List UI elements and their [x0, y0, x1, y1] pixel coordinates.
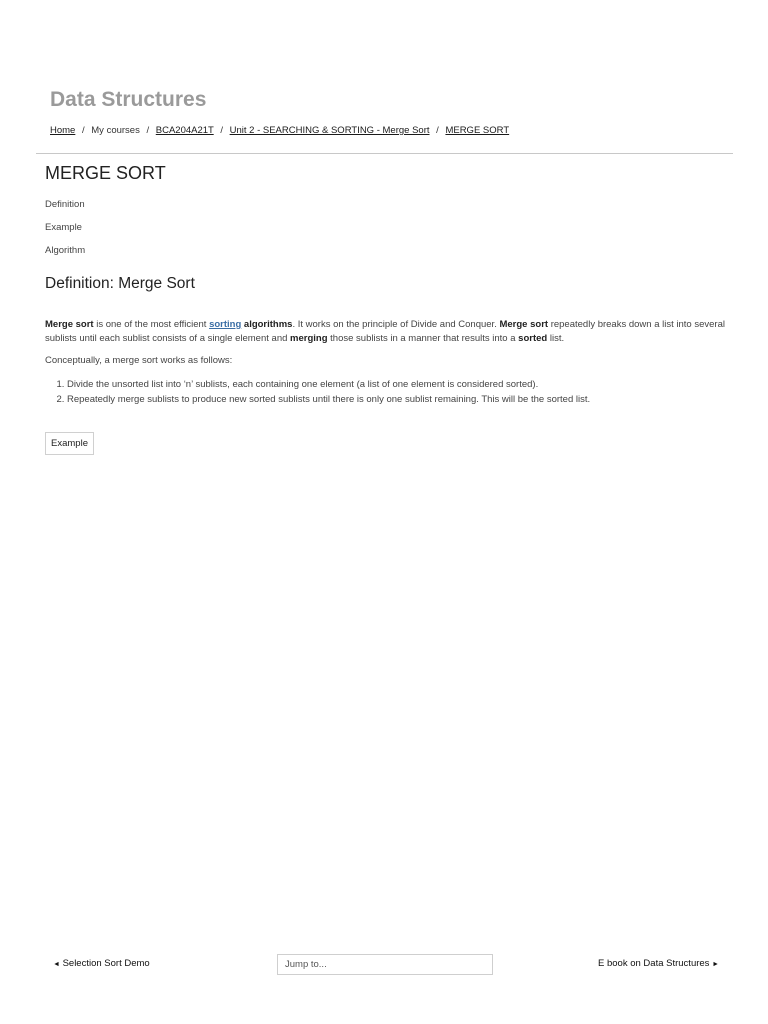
breadcrumb-my-courses: My courses — [91, 125, 140, 136]
section-title: Definition: Merge Sort — [45, 275, 195, 292]
bold-text: sorted — [518, 332, 548, 344]
breadcrumb-unit[interactable]: Unit 2 - SEARCHING & SORTING - Merge Sort — [229, 125, 430, 136]
definition-paragraph — [45, 318, 735, 345]
prev-arrow-icon: ◄ — [53, 961, 60, 968]
prev-activity-link[interactable] — [53, 958, 150, 969]
toc-item-example: Example — [45, 222, 82, 233]
breadcrumb-course[interactable]: BCA204A21T — [155, 125, 214, 136]
concept-paragraph: Conceptually, a merge sort works as follows: — [45, 355, 233, 366]
text-span: those sublists in a manner that results into a — [327, 332, 519, 344]
table-of-contents — [45, 199, 85, 268]
breadcrumb-separator: / — [436, 125, 439, 136]
bold-text: merging — [290, 332, 328, 344]
header-divider — [36, 153, 733, 154]
course-title: Data Structures — [50, 88, 207, 111]
breadcrumb-separator: / — [81, 125, 85, 136]
breadcrumb-separator: / — [146, 125, 150, 136]
breadcrumb-home[interactable]: Home — [50, 125, 76, 136]
steps-list — [45, 377, 590, 407]
jump-to-select[interactable] — [277, 954, 493, 975]
text-span: is one of the most efficient — [93, 319, 210, 330]
bold-text: algorithms — [241, 319, 293, 330]
text-span: repeatedly breaks down a list into several sublists until each sublist consists of a single element and — [45, 319, 725, 344]
page-title: MERGE SORT — [45, 163, 166, 183]
list-item: 2. Repeatedly merge sublists to produce new sorted sublists until there is only one sublist remaining. This will be the sorted list. — [67, 392, 590, 407]
bold-text: Merge sort — [499, 319, 549, 330]
example-button[interactable]: Example — [45, 432, 94, 455]
bold-text: Merge sort — [45, 319, 94, 330]
list-item: 1. Divide the unsorted list into ‘n’ sublists, each containing one element (a list of one element is considered sorted). — [67, 377, 590, 392]
toc-item-definition: Definition — [45, 199, 85, 210]
breadcrumb-separator: / — [220, 125, 223, 136]
breadcrumb — [50, 125, 509, 136]
text-span: list. — [547, 332, 565, 344]
next-arrow-icon: ► — [712, 961, 719, 968]
breadcrumb-current[interactable]: MERGE SORT — [445, 125, 510, 136]
text-span: . It works on the principle of Divide and Conquer. — [292, 319, 500, 330]
toc-item-algorithm: Algorithm — [45, 245, 86, 256]
jump-to-placeholder: Jump to... — [285, 959, 327, 970]
sorting-link[interactable]: sorting — [209, 319, 242, 330]
next-activity-link[interactable] — [598, 958, 719, 969]
prev-activity-label: Selection Sort Demo — [62, 958, 150, 969]
next-activity-label: E book on Data Structures — [598, 958, 710, 969]
